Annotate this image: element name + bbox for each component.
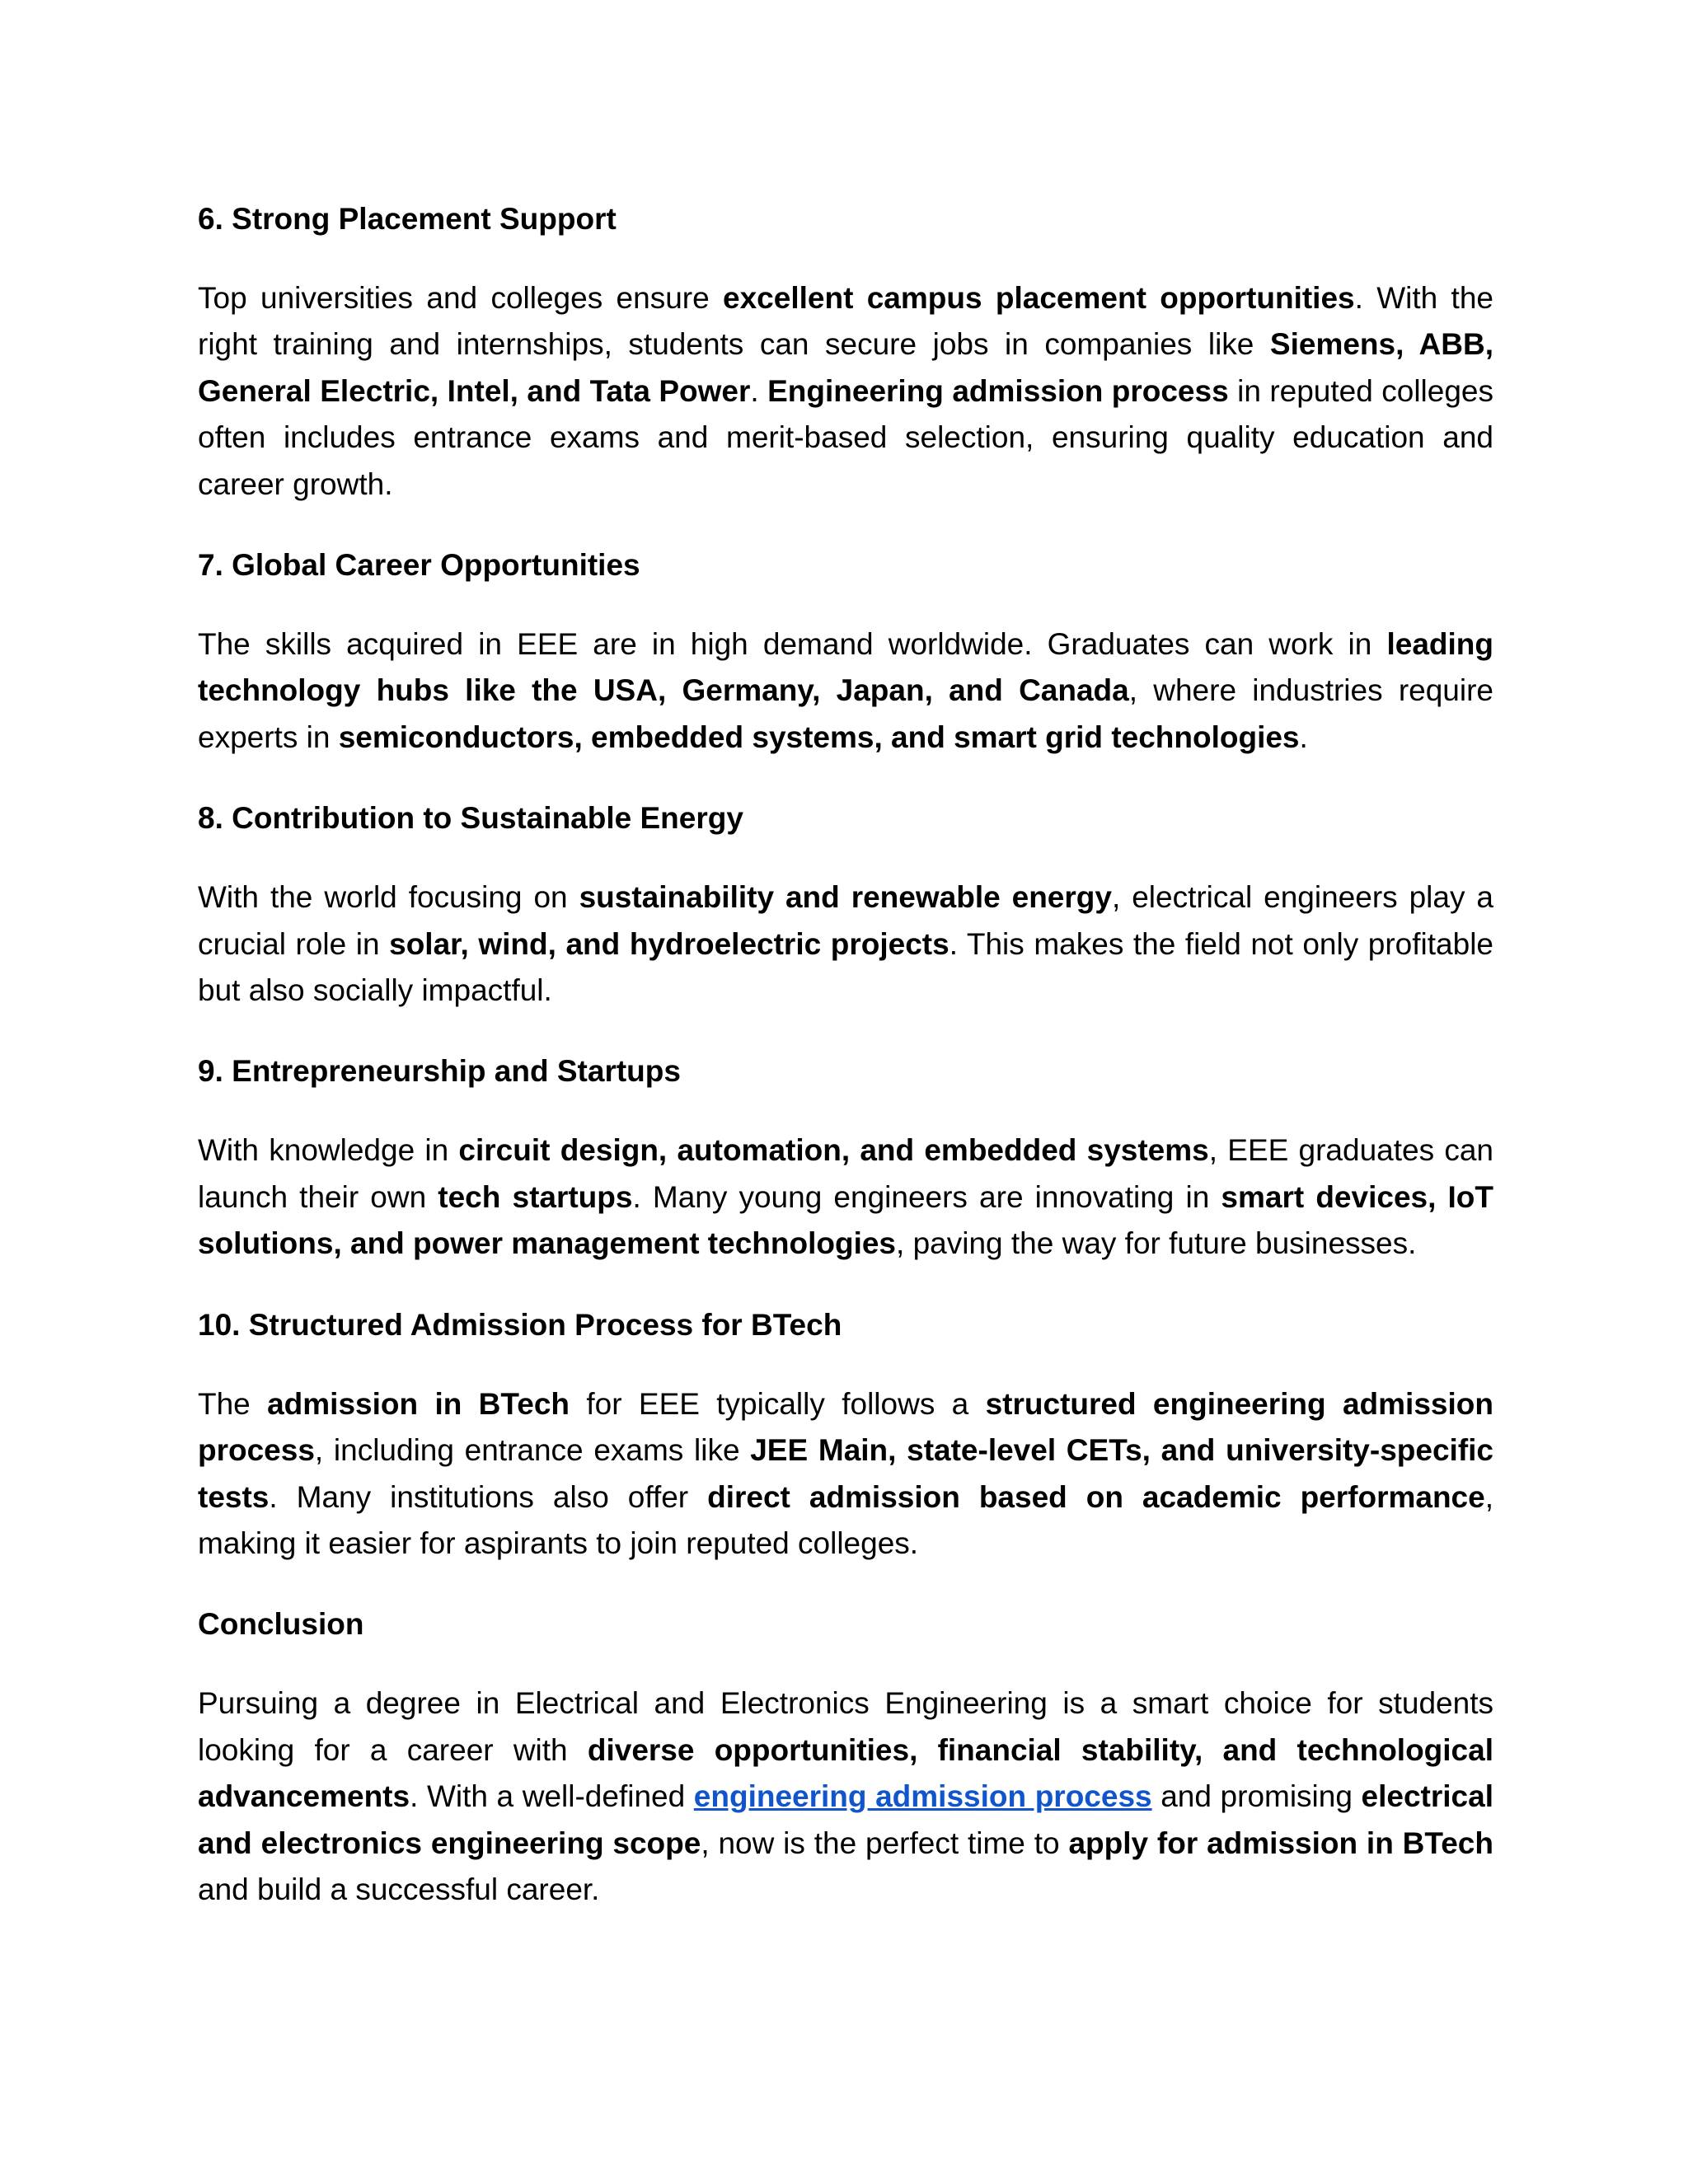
text-run: , EEE graduates can launch their own [198, 1133, 1493, 1214]
text-run: and promising [1151, 1779, 1362, 1814]
text-run: . [1299, 719, 1308, 754]
bold-text-run: structured engineering admission process [198, 1386, 1493, 1468]
bold-text-run: admission in BTech [267, 1386, 570, 1421]
text-run: With the world focusing on [198, 880, 579, 915]
section-heading: 6. Strong Placement Support [198, 202, 617, 236]
bold-text-run: semiconductors, embedded systems, and smart grid technologies [338, 719, 1300, 754]
text-run: . Many institutions also offer [269, 1479, 708, 1514]
text-run: in reputed colleges often includes entrance exams and merit-based selection, ensuring quality education and career growth. [198, 373, 1493, 501]
text-run: The [198, 1386, 268, 1421]
section-paragraph [198, 275, 1493, 508]
section-heading: 7. Global Career Opportunities [198, 548, 640, 583]
text-run: Top universities and colleges ensure [198, 281, 724, 315]
section-entrepreneurship [198, 1048, 1493, 1267]
text-run: , including entrance exams like [314, 1433, 751, 1468]
document-page [198, 196, 1493, 1947]
bold-text-run: Engineering admission process [767, 373, 1229, 408]
bold-text-run: smart devices, IoT solutions, and power management technologies [198, 1179, 1493, 1261]
bold-text-run: solar, wind, and hydroelectric projects [389, 926, 950, 961]
section-paragraph [198, 874, 1493, 1014]
text-run: . This makes the field not only profitable but also socially impactful. [198, 926, 1493, 1008]
section-heading: 9. Entrepreneurship and Startups [198, 1054, 681, 1089]
text-run: , paving the way for future businesses. [896, 1226, 1417, 1261]
section-paragraph [198, 1381, 1493, 1568]
bold-text-run: sustainability and renewable energy [579, 880, 1112, 915]
text-run: and build a successful career. [198, 1872, 600, 1906]
section-admission-process [198, 1302, 1493, 1568]
bold-text-run: apply for admission in BTech [1068, 1825, 1493, 1860]
text-run: . Many young engineers are innovating in [632, 1179, 1221, 1214]
section-conclusion [198, 1601, 1493, 1913]
section-heading: 8. Contribution to Sustainable Energy [198, 801, 743, 836]
section-heading: Conclusion [198, 1607, 364, 1642]
text-run: With knowledge in [198, 1133, 459, 1168]
bold-text-run: electrical and electronics engineering scope [198, 1779, 1493, 1860]
text-run: , where industries require experts in [198, 673, 1494, 754]
text-run: , making it easier for aspirants to join reputed colleges. [198, 1479, 1493, 1560]
bold-text-run: diverse opportunities, financial stability, and technological advancements [198, 1732, 1493, 1814]
text-run: for EEE typically follows a [570, 1386, 986, 1421]
bold-text-run: tech startups [438, 1179, 633, 1214]
section-global-careers [198, 542, 1493, 761]
section-paragraph [198, 1680, 1493, 1913]
engineering-admission-process-link[interactable]: engineering admission process [693, 1779, 1152, 1814]
bold-text-run: excellent campus placement opportunities [723, 281, 1355, 315]
section-heading: 10. Structured Admission Process for BTech [198, 1307, 842, 1342]
text-run: , electrical engineers play a crucial role in [198, 880, 1493, 961]
text-run: . With the right training and internships, students can secure jobs in companies like [198, 281, 1493, 362]
bold-text-run: leading technology hubs like the USA, Germany, Japan, and Canada [198, 627, 1493, 708]
bold-text-run: JEE Main, state-level CETs, and university-specific tests [198, 1433, 1494, 1514]
text-run: Pursuing a degree in Electrical and Electronics Engineering is a smart choice for students looking for a career with [198, 1686, 1493, 1767]
bold-text-run: direct admission based on academic performance [707, 1479, 1485, 1514]
text-run: . [750, 373, 768, 408]
text-run: . With a well-defined [410, 1779, 694, 1814]
bold-text-run: circuit design, automation, and embedded systems [458, 1133, 1209, 1168]
bold-text-run: Siemens, ABB, General Electric, Intel, and Tata Power [198, 327, 1493, 408]
section-paragraph [198, 621, 1493, 761]
text-run: , now is the perfect time to [701, 1825, 1069, 1860]
section-paragraph [198, 1127, 1493, 1267]
section-placement [198, 196, 1493, 508]
section-sustainable-energy [198, 795, 1493, 1014]
text-run: The skills acquired in EEE are in high demand worldwide. Graduates can work in [198, 627, 1387, 662]
